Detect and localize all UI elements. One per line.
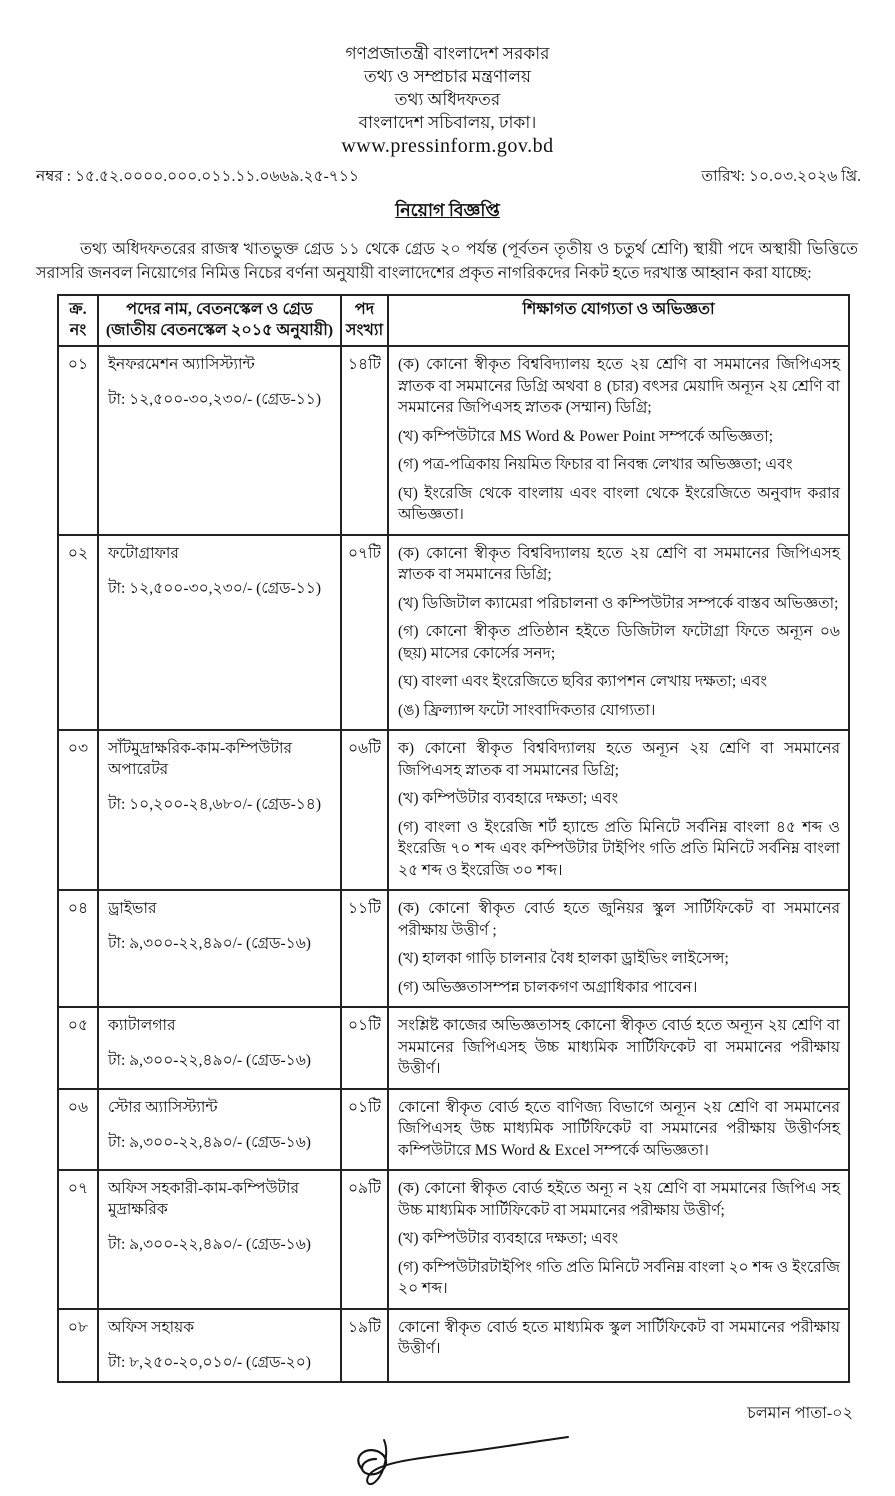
vacancy-count-cell: ০১টি xyxy=(341,1007,388,1089)
post-name: ফটোগ্রাফার xyxy=(108,544,179,562)
table-row xyxy=(58,1170,849,1309)
government-name: গণপ্রজাতন্ত্রী বাংলাদেশ সরকার xyxy=(345,44,550,63)
vacancy-count-cell: ০১টি xyxy=(341,1089,388,1171)
notice-title: নিয়োগ বিজ্ঞপ্তি xyxy=(395,200,500,220)
table-row xyxy=(58,890,849,1007)
vacancy-count-cell: ০৯টি xyxy=(341,1170,388,1309)
pay-scale: টা: ১০,২০০-২৪,৬৮০/- (গ্রেড-১৪) xyxy=(108,796,322,813)
signature-mark xyxy=(332,1429,582,1491)
qualification-cell xyxy=(388,1089,849,1171)
header-qualification xyxy=(388,295,849,346)
memo-number: নম্বর : ১৫.৫২.০০০০.০০০.০১১.১১.০৬৬৯.২৫-৭১১ xyxy=(36,168,359,185)
header-post xyxy=(98,295,341,346)
header-count-line1: পদ xyxy=(354,301,375,318)
qualification-item: (গ) কোনো স্বীকৃত প্রতিষ্ঠান হইতে ডিজিটাল ফটোগ্রা ফিতে অন্যূন ০৬ (ছয়) মাসের কোর্সের সনদ; xyxy=(398,623,840,662)
post-name-cell xyxy=(98,535,341,731)
post-name: ইনফরমেশন অ্যাসিস্ট্যান্ট xyxy=(108,356,255,373)
qualification-cell xyxy=(388,1170,849,1309)
serial-number-cell: ০৩ xyxy=(58,730,98,890)
qualification-item: (ক) কোনো স্বীকৃত বোর্ড হতে জুনিয়র স্কুল সার্টিফিকেট বা সমমানের পরীক্ষায় উত্তীর্ণ ; xyxy=(398,900,840,939)
qualification-cell xyxy=(388,1007,849,1089)
serial-number-cell: ০১ xyxy=(58,346,98,535)
header-serial-line1: ক্র. xyxy=(69,301,87,318)
post-name-cell xyxy=(98,346,341,535)
serial-number-cell: ০৪ xyxy=(58,890,98,1007)
serial-number-cell: ০৫ xyxy=(58,1007,98,1089)
letterhead xyxy=(0,42,895,159)
qualification-item: (খ) কম্পিউটার ব্যবহারে দক্ষতা; এবং xyxy=(398,790,619,807)
qualification-item: (খ) কম্পিউটার ব্যবহারে দক্ষতা; এবং xyxy=(398,1230,619,1247)
vacancy-count-cell: ১৪টি xyxy=(341,346,388,535)
post-name: সাঁটমুদ্রাক্ষরিক-কাম-কম্পিউটার অপারেটর xyxy=(108,740,292,778)
office-address: বাংলাদেশ সচিবালয়, ঢাকা। xyxy=(358,113,537,132)
table-row xyxy=(58,535,849,731)
vacancy-count-cell: ১৯টি xyxy=(341,1309,388,1382)
header-count xyxy=(341,295,388,346)
signature-area xyxy=(0,1429,895,1496)
qualification-item: (ঘ) বাংলা এবং ইংরেজিতে ছবির ক্যাপশন লেখায় দক্ষতা; এবং xyxy=(398,673,768,690)
qualification-item: (খ) কম্পিউটারে MS Word & Power Point সম্পর্কে অভিজ্ঞতা; xyxy=(398,427,774,445)
serial-number-cell: ০৬ xyxy=(58,1089,98,1171)
qualification-item: (ক) কোনো স্বীকৃত বিশ্ববিদ্যালয় হতে ২য় শ্রেণি বা সমমানের জিপিএসহ স্নাতক বা সমমানের ডিগ্রি অথবা ৪ (চার) বৎসর মেয়াদি অন্যূন ২য় শ্রেণি বা সমমানের জিপিএসহ স্নাতক (সম্মান) ডিগ্রি; xyxy=(398,356,840,416)
header-post-line2: (জাতীয় বেতনস্কেল ২০১৫ অনুযায়ী) xyxy=(105,322,334,339)
continuation-note: চলমান পাতা-০২ xyxy=(747,1404,853,1422)
qualification-item: সংশ্লিষ্ট কাজের অভিজ্ঞতাসহ কোনো স্বীকৃত বোর্ড হতে অন্যূন ২য় শ্রেণি বা সমমানের জিপিএসহ উচ্চ মাধ্যমিক সার্টিফিকেট বা সমমানের পরীক্ষায় উত্তীর্ণ। xyxy=(398,1017,840,1077)
post-name: ক্যাটালগার xyxy=(108,1017,176,1034)
header-qualification-label: শিক্ষাগত যোগ্যতা ও অভিজ্ঞতা xyxy=(522,301,715,318)
qualification-item: (ক) কোনো স্বীকৃত বোর্ড হইতে অন্যূ ন ২য় শ্রেণি বা সমমানের জিপিএ সহ উচ্চ মাধ্যমিক সার্টিফিকেট বা সমমানের পরীক্ষায় উত্তীর্ণ; xyxy=(398,1180,840,1219)
memo-date: তারিখ: ১০.০৩.২০২৬ খ্রি. xyxy=(701,168,861,185)
header-post-line1: পদের নাম, বেতনস্কেল ও গ্রেড xyxy=(126,301,313,318)
serial-number-cell: ০৭ xyxy=(58,1170,98,1309)
header-count-line2: সংখ্যা xyxy=(345,322,384,339)
pay-scale: টা: ৮,২৫০-২০,০১০/- (গ্রেড-২০) xyxy=(108,1353,311,1371)
pay-scale: টা: ৯,৩০০-২২,৪৯০/- (গ্রেড-১৬) xyxy=(108,1236,311,1253)
qualification-item: (খ) ডিজিটাল ক্যামেরা পরিচালনা ও কম্পিউটার সম্পর্কে বাস্তব অভিজ্ঞতা; xyxy=(398,594,839,612)
qualification-item: কোনো স্বীকৃত বোর্ড হতে বাণিজ্য বিভাগে অন্যূন ২য় শ্রেণি বা সমমানের জিপিএসহ উচ্চ মাধ্যমিক সার্টিফিকেট বা সমমানের পরীক্ষায় উত্তীর্ণসহ কম্পিউটারে MS Word & Excel সম্পর্কে অভিজ্ঞতা। xyxy=(398,1098,840,1159)
qualification-item: কোনো স্বীকৃত বোর্ড হতে মাধ্যমিক স্কুল সার্টিফিকেট বা সমমানের পরীক্ষায় উত্তীর্ণ। xyxy=(398,1318,840,1357)
qualification-cell xyxy=(388,730,849,890)
table-row xyxy=(58,1007,849,1089)
post-name-cell xyxy=(98,890,341,1007)
vacancy-count-cell: ১১টি xyxy=(341,890,388,1007)
intro-paragraph: তথ্য অধিদফতরের রাজস্ব খাতভুক্ত গ্রেড ১১ থেকে গ্রেড ২০ পর্যন্ত (পূর্বতন তৃতীয় ও চতুর্থ শ্রেণি) স্থায়ী পদে অস্থায়ী ভিত্তিতে সরাসরি জনবল নিয়োগের নিমিত্ত নিচের বর্ণনা অনুযায়ী বাংলাদেশের প্রকৃত নাগরিকদের নিকট হতে দরখাস্ত আহ্বান করা যাচ্ছে: xyxy=(36,241,858,282)
qualification-item: (ক) কোনো স্বীকৃত বিশ্ববিদ্যালয় হতে ২য় শ্রেণি বা সমমানের জিপিএসহ স্নাতক বা সমমানের ডিগ্রি; xyxy=(398,544,840,583)
vacancy-count-cell: ০৭টি xyxy=(341,535,388,731)
pay-scale: টা: ৯,৩০০-২২,৪৯০/- (গ্রেড-১৬) xyxy=(108,1133,311,1151)
qualification-item: (গ) অভিজ্ঞতাসম্পন্ন চালকগণ অগ্রাধিকার পাবেন। xyxy=(398,978,698,996)
qualification-cell xyxy=(388,346,849,535)
pay-scale: টা: ৯,৩০০-২২,৪৯০/- (গ্রেড-১৬) xyxy=(108,935,311,952)
header-serial-line2: নং xyxy=(69,322,87,339)
qualification-item: (ঘ) ইংরেজি থেকে বাংলায় এবং বাংলা থেকে ইংরেজিতে অনুবাদ করার অভিজ্ঞতা। xyxy=(398,484,840,523)
qualification-cell xyxy=(388,890,849,1007)
table-row xyxy=(58,346,849,535)
table-row xyxy=(58,1309,849,1382)
qualification-item: (গ) বাংলা ও ইংরেজি শর্ট হ্যান্ডে প্রতি মিনিটে সর্বনিম্ন বাংলা ৪৫ শব্দ ও ইংরেজি ৭০ শব্দ এবং কম্পিউটার টাইপিং গতি প্রতি মিনিটে সর্বনিম্ন বাংলা ২৫ শব্দ ও ইংরেজি ৩০ শব্দ। xyxy=(398,818,840,879)
post-name-cell xyxy=(98,1170,341,1309)
qualification-item: ক) কোনো স্বীকৃত বিশ্ববিদ্যালয় হতে অন্যূন ২য় শ্রেণি বা সমমানের জিপিএসহ স্নাতক বা সমমানের ডিগ্রি; xyxy=(398,740,840,779)
post-name: ড্রাইভার xyxy=(108,900,157,917)
reference-row xyxy=(0,159,895,190)
table-row xyxy=(58,730,849,890)
post-name: অফিস সহায়ক xyxy=(108,1318,195,1336)
positions-table xyxy=(57,294,850,1383)
qualification-item: (খ) হালকা গাড়ি চালনার বৈধ হালকা ড্রাইভিং লাইসেন্স; xyxy=(398,950,729,967)
table-header-row xyxy=(58,295,849,346)
qualification-cell xyxy=(388,535,849,731)
post-name: স্টোর অ্যাসিস্ট্যান্ট xyxy=(108,1098,218,1116)
serial-number-cell: ০২ xyxy=(58,535,98,731)
ministry-name: তথ্য ও সম্প্রচার মন্ত্রণালয় xyxy=(363,67,532,86)
post-name-cell xyxy=(98,1089,341,1171)
qualification-item: (গ) কম্পিউটারটাইপিং গতি প্রতি মিনিটে সর্বনিম্ন বাংলা ২০ শব্দ ও ইংরেজি ২০ শব্দ। xyxy=(398,1258,840,1297)
vacancy-count-cell: ০৬টি xyxy=(341,730,388,890)
serial-number-cell: ০৮ xyxy=(58,1309,98,1382)
post-name-cell xyxy=(98,730,341,890)
website-url: www.pressinform.gov.bd xyxy=(341,135,554,157)
post-name: অফিস সহকারী-কাম-কম্পিউটার মুদ্রাক্ষরিক xyxy=(108,1180,300,1218)
department-name: তথ্য অধিদফতর xyxy=(394,90,501,109)
header-serial xyxy=(58,295,98,346)
qualification-item: (গ) পত্র-পত্রিকায় নিয়মিত ফিচার বা নিবন্ধ লেখার অভিজ্ঞতা; এবং xyxy=(398,456,793,473)
post-name-cell xyxy=(98,1309,341,1382)
pay-scale: টা: ৯,৩০০-২২,৪৯০/- (গ্রেড-১৬) xyxy=(108,1052,311,1069)
pay-scale: টা: ১২,৫০০-৩০,২৩০/- (গ্রেড-১১) xyxy=(108,391,322,408)
table-row xyxy=(58,1089,849,1171)
qualification-item: (ঙ) ফ্রিল্যান্স ফটো সাংবাদিকতার যোগ্যতা। xyxy=(398,701,656,719)
qualification-cell xyxy=(388,1309,849,1382)
post-name-cell xyxy=(98,1007,341,1089)
pay-scale: টা: ১২,৫০০-৩০,২৩০/- (গ্রেড-১১) xyxy=(108,579,322,597)
